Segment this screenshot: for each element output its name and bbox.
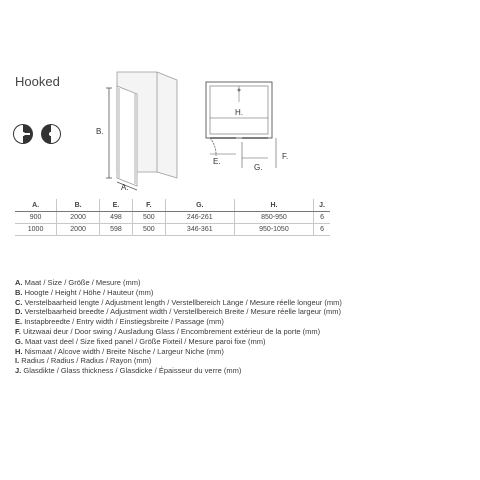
legend-text: Instapbreedte / Entry width / Einstiegsbreite / Passage (mm) bbox=[24, 317, 224, 327]
table-cell: 2000 bbox=[57, 212, 100, 224]
table-cell: 6 bbox=[314, 224, 330, 236]
table-header: A. bbox=[15, 199, 57, 212]
legend-item bbox=[15, 366, 342, 376]
table-cell: 850-950 bbox=[234, 212, 313, 224]
table-cell: 500 bbox=[132, 224, 165, 236]
legend-key: I. bbox=[15, 356, 20, 366]
table-row bbox=[15, 212, 330, 224]
page-title: Hooked bbox=[15, 74, 60, 89]
legend-key: B. bbox=[15, 287, 23, 297]
legend-item bbox=[15, 356, 342, 366]
table-cell: 498 bbox=[100, 212, 133, 224]
dimension-label-a: A. bbox=[121, 183, 129, 192]
table-header-row bbox=[15, 199, 330, 212]
table-row bbox=[15, 224, 330, 236]
legend-item bbox=[15, 337, 342, 347]
legend-text: Glasdikte / Glass thickness / Glasdicke / Épaisseur du verre (mm) bbox=[23, 366, 242, 376]
dimension-label-b: B. bbox=[96, 127, 104, 136]
legend-item bbox=[15, 307, 342, 317]
table-cell: 598 bbox=[100, 224, 133, 236]
legend-key: A. bbox=[15, 278, 23, 287]
table-header: G. bbox=[165, 199, 234, 212]
dimension-legend bbox=[15, 278, 342, 376]
legend-text: Verstelbaarheid lengte / Adjustment length / Verstellbereich Länge / Mesure réelle longeur (mm) bbox=[24, 297, 342, 307]
table-header: E. bbox=[100, 199, 133, 212]
enclosure-3d-diagram bbox=[95, 68, 185, 193]
table-cell: 900 bbox=[15, 212, 57, 224]
legend-text: Hoogte / Height / Höhe / Hauteur (mm) bbox=[24, 287, 154, 297]
dimension-label-g: G. bbox=[254, 163, 263, 172]
legend-key: C. bbox=[15, 297, 23, 307]
legend-text: Maat / Size / Größe / Mesure (mm) bbox=[24, 278, 141, 287]
legend-item bbox=[15, 278, 342, 288]
legend-key: G. bbox=[15, 336, 23, 346]
legend-text: Uitzwaai deur / Door swing / Ausladung Glass / Encombrement extérieur de la porte (mm) bbox=[22, 326, 321, 336]
legend-item bbox=[15, 327, 342, 337]
table-header: J. bbox=[314, 199, 330, 212]
dimensions-table bbox=[15, 199, 330, 236]
legend-key: E. bbox=[15, 317, 23, 327]
legend-item bbox=[15, 288, 342, 298]
table-cell: 500 bbox=[132, 212, 165, 224]
dimension-label-f: F. bbox=[282, 152, 289, 161]
table-cell: 950-1050 bbox=[234, 224, 313, 236]
table-header: H. bbox=[234, 199, 313, 212]
table-header: B. bbox=[57, 199, 100, 212]
legend-key: F. bbox=[15, 326, 21, 336]
legend-text: Maat vast deel / Size fixed panel / Größe Fixteil / Mesure paroi fixe (mm) bbox=[25, 336, 266, 346]
door-swing-right-icon bbox=[40, 123, 62, 145]
door-swing-icons bbox=[12, 123, 62, 145]
table-cell: 6 bbox=[314, 212, 330, 224]
legend-text: Radius / Radius / Radius / Rayon (mm) bbox=[21, 356, 152, 366]
legend-item bbox=[15, 347, 342, 357]
legend-key: H. bbox=[15, 346, 23, 356]
legend-text: Verstelbaarheid breedte / Adjustment width / Verstellbereich Breite / Mesure réelle largeur (mm) bbox=[24, 307, 341, 317]
table-cell: 246-261 bbox=[165, 212, 234, 224]
dimension-label-h: H. bbox=[235, 108, 243, 117]
door-swing-left-icon bbox=[12, 123, 34, 145]
table-header: F. bbox=[132, 199, 165, 212]
legend-key: J. bbox=[15, 366, 22, 376]
table-cell: 2000 bbox=[57, 224, 100, 236]
table-cell: 346-361 bbox=[165, 224, 234, 236]
legend-item bbox=[15, 298, 342, 308]
legend-text: Nismaat / Alcove width / Breite Nische / Largeur Niche (mm) bbox=[24, 346, 224, 356]
table-cell: 1000 bbox=[15, 224, 57, 236]
dimension-label-e: E. bbox=[213, 157, 221, 166]
enclosure-top-view-diagram bbox=[196, 72, 306, 182]
legend-item bbox=[15, 317, 342, 327]
legend-key: D. bbox=[15, 307, 23, 317]
